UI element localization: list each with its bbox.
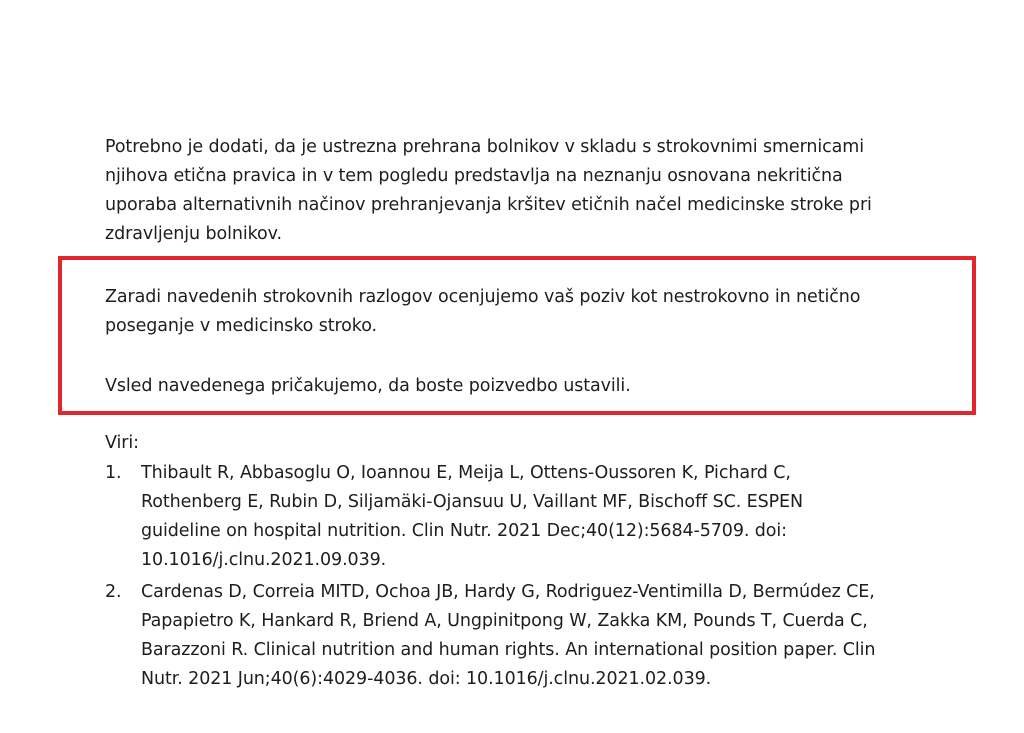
sources-label: Viri:	[105, 433, 139, 453]
reason-line: Zaradi navedenih strokovnih razlogov ocenjujemo vaš poziv kot nestrokovno in netično	[105, 287, 861, 307]
intro-line: Potrebno je dodati, da je ustrezna prehrana bolnikov v skladu s strokovnimi smernicami	[105, 137, 864, 157]
reference-line: Nutr. 2021 Jun;40(6):4029-4036. doi: 10.1016/j.clnu.2021.02.039.	[141, 669, 712, 689]
reference-line: Barazzoni R. Clinical nutrition and human rights. An international position paper. Clin	[141, 640, 876, 660]
reference-number: 2.	[105, 582, 122, 602]
reason-paragraph	[105, 283, 860, 341]
reason-line: poseganje v medicinsko stroko.	[105, 316, 377, 336]
reference-list	[105, 459, 875, 697]
intro-line: zdravljenju bolnikov.	[105, 224, 282, 244]
reference-line: 10.1016/j.clnu.2021.09.039.	[141, 550, 387, 570]
intro-line: njihova etična pravica in v tem pogledu predstavlja na neznanju osnovana nekritična	[105, 166, 843, 186]
reference-line: guideline on hospital nutrition. Clin Nutr. 2021 Dec;40(12):5684-5709. doi:	[141, 521, 787, 541]
reference-line: Cardenas D, Correia MITD, Ochoa JB, Hardy G, Rodriguez-Ventimilla D, Bermúdez CE,	[141, 582, 875, 602]
reference-line: Rothenberg E, Rubin D, Siljamäki-Ojansuu U, Vaillant MF, Bischoff SC. ESPEN	[141, 492, 803, 512]
reference-number: 1.	[105, 463, 122, 483]
intro-line: uporaba alternativnih načinov prehranjevanja kršitev etičnih načel medicinske stroke pri	[105, 195, 872, 215]
expectation-line: Vsled navedenega pričakujemo, da boste poizvedbo ustavili.	[105, 376, 631, 396]
reference-item	[105, 578, 875, 694]
sources-heading	[105, 429, 139, 458]
reference-line: Thibault R, Abbasoglu O, Ioannou E, Meija L, Ottens-Oussoren K, Pichard C,	[141, 463, 791, 483]
intro-paragraph	[105, 133, 872, 249]
reference-item	[105, 459, 875, 575]
expectation-paragraph	[105, 372, 631, 401]
reference-line: Papapietro K, Hankard R, Briend A, Ungpinitpong W, Zakka KM, Pounds T, Cuerda C,	[141, 611, 868, 631]
